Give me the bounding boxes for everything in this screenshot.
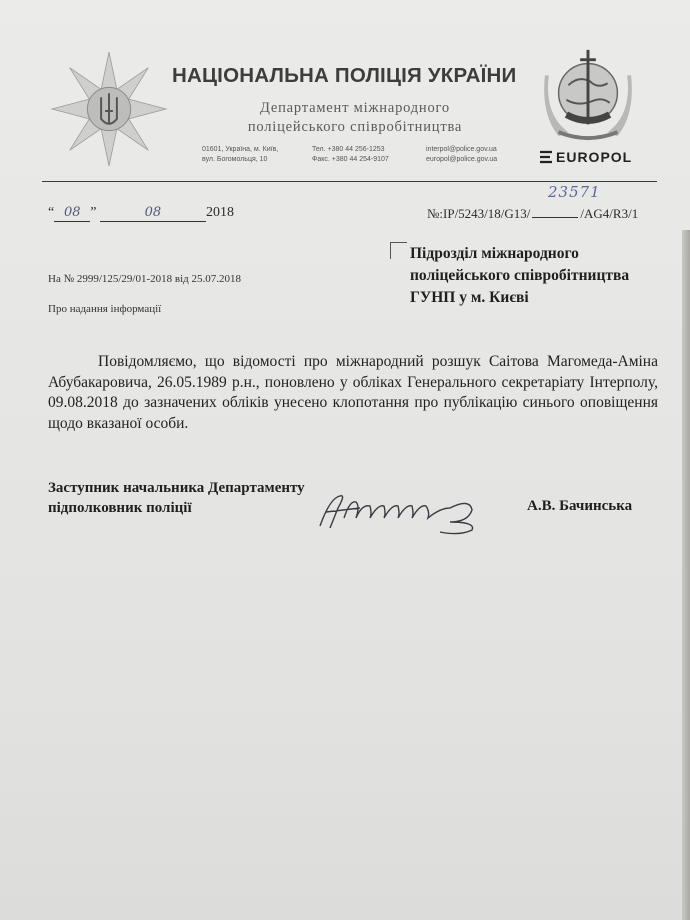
addressee-line-2: поліцейського співробітництва xyxy=(410,267,630,284)
addressee-line-3: ГУНП у м. Києві xyxy=(410,289,529,306)
email-block xyxy=(426,145,497,165)
date-year: 2018 xyxy=(205,205,234,220)
header-divider xyxy=(42,181,657,182)
page-edge-shadow xyxy=(682,230,690,920)
email-interpol: interpol@police.gov.ua xyxy=(426,146,497,153)
address-line-1: 01601, Україна, м. Київ, xyxy=(202,146,279,153)
europol-logo xyxy=(538,148,648,168)
letter-body: Повідомляємо, що відомості про міжнародний розшук Саітова Магомеда-Аміна Абубакаровича, 26.05.1989 р.н., поновлено у обліках Генерального секретаріату Інтерполу, 09.08.2018 до зазначених обліків унесено клопотання про публікацію синього оповіщення щодо вказаної особи. xyxy=(48,353,658,432)
organization-name: НАЦІОНАЛЬНА ПОЛІЦІЯ УКРАЇНИ xyxy=(172,64,517,87)
addressee-block xyxy=(410,243,660,309)
phone-number: Тел. +380 44 256-1253 xyxy=(312,146,385,153)
interpol-emblem xyxy=(538,46,638,144)
letter-date: “ 08 ” 08 2018 xyxy=(48,205,234,220)
reply-reference: На № 2999/125/29/01-2018 від 25.07.2018 xyxy=(48,273,241,285)
department-line-2: поліцейського співробітництва xyxy=(247,119,463,135)
department-line-1: Департамент міжнародного xyxy=(260,100,450,116)
email-europol: europol@police.gov.ua xyxy=(426,156,498,163)
registration-number xyxy=(427,206,638,222)
signer-title-line-1: Заступник начальника Департаменту xyxy=(48,480,305,496)
reg-suffix: /AG4/R3/1 xyxy=(580,206,639,221)
reg-prefix: №:IP/5243/18/G13/ xyxy=(427,206,531,221)
address-block xyxy=(202,145,278,165)
address-bracket xyxy=(390,242,407,259)
signer-title-line-2: підполковник поліції xyxy=(48,500,192,516)
registration-number-handwritten: 23571 xyxy=(548,183,601,201)
phone-block xyxy=(312,145,389,165)
signer-name: А.В. Бачинська xyxy=(527,498,633,514)
europol-mark-icon xyxy=(538,150,554,164)
department-name xyxy=(190,99,520,137)
europol-logo-text: EUROPOL xyxy=(556,149,633,165)
date-month: 08 xyxy=(144,205,162,220)
national-police-emblem xyxy=(50,50,168,168)
reg-blank xyxy=(532,217,578,218)
date-day: 08 xyxy=(63,205,81,220)
letter-subject: Про надання інформації xyxy=(48,303,162,315)
handwritten-signature xyxy=(300,478,500,538)
fax-number: Факс. +380 44 254-9107 xyxy=(312,156,389,163)
address-line-2: вул. Богомольця, 10 xyxy=(202,156,268,163)
addressee-line-1: Підрозділ міжнародного xyxy=(410,245,579,262)
